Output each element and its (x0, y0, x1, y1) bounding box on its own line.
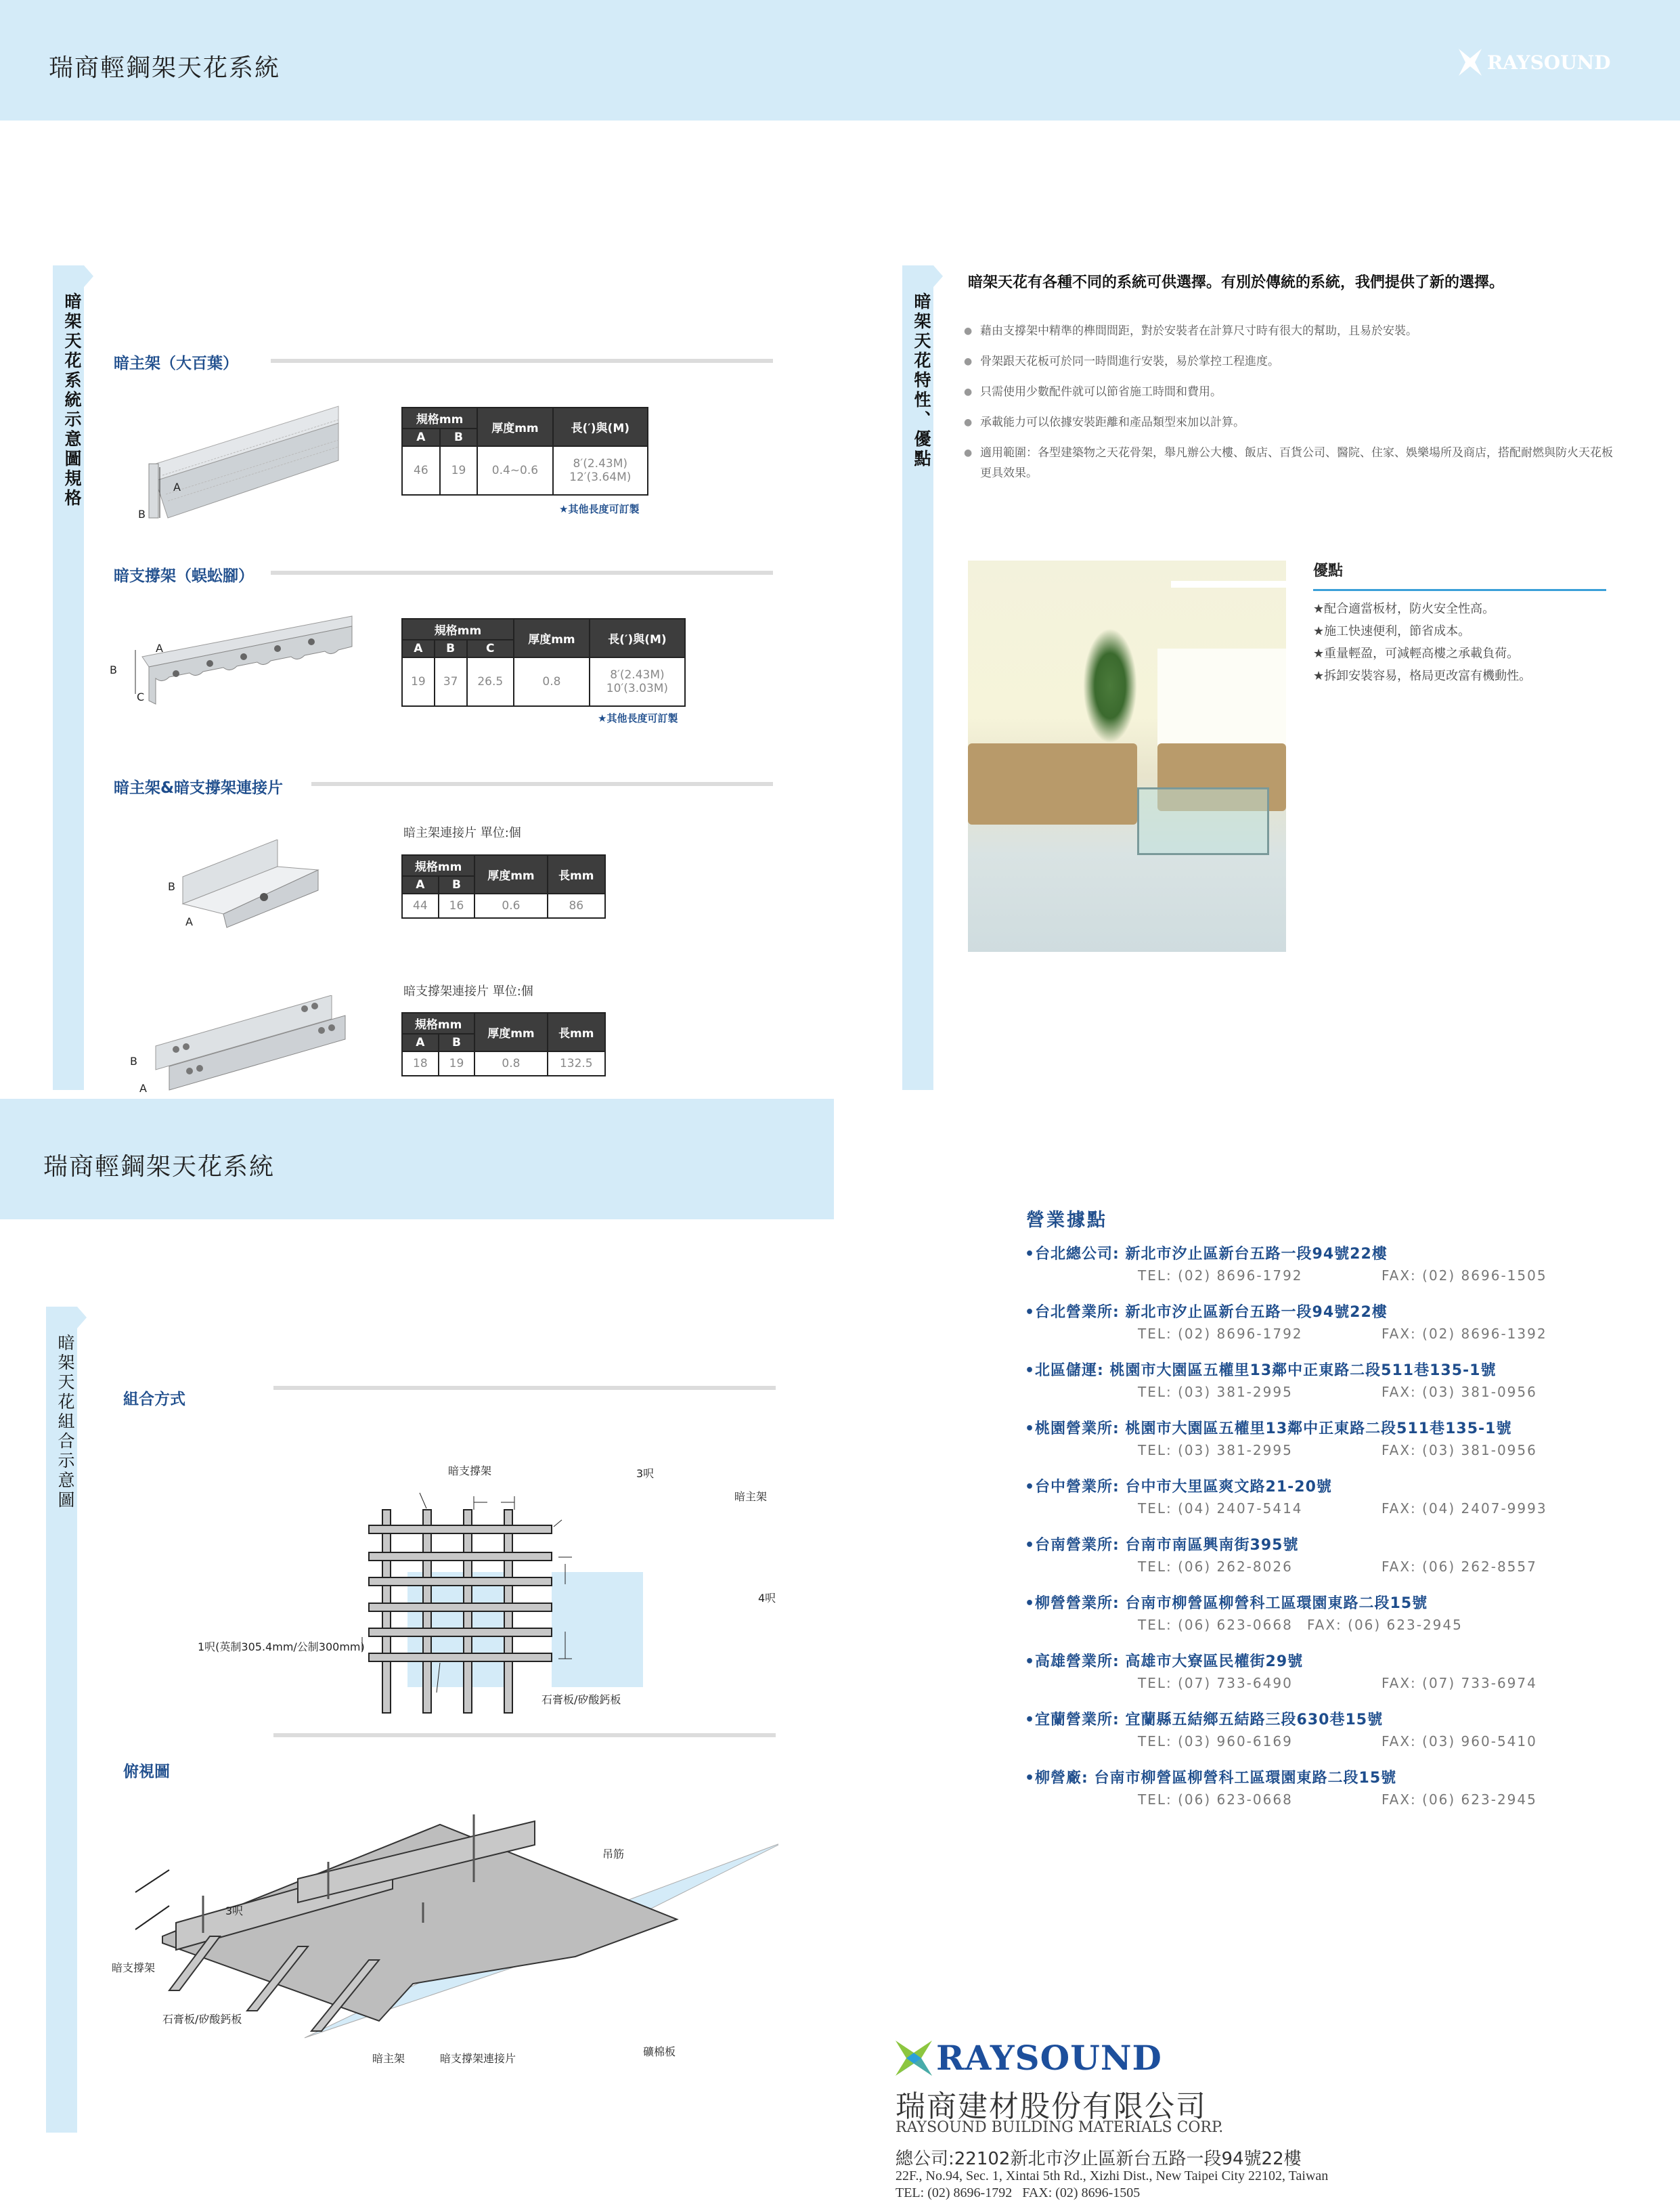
td-b: 19 (439, 1051, 475, 1076)
branch-tel: TEL: (03) 381-2995 (1138, 1384, 1293, 1400)
branch-list (1025, 1242, 1547, 1825)
assembly-side-tab (46, 1307, 77, 2133)
branch-fax: FAX: (07) 733-6974 (1381, 1675, 1537, 1691)
th-spec: 規格mm (402, 1013, 474, 1034)
custom-length-note: ★其他長度可訂製 (598, 712, 678, 724)
section-rule (271, 571, 773, 575)
branch-fax: FAX: (03) 960-5410 (1381, 1733, 1537, 1749)
main-connector-spec-table (401, 854, 606, 919)
branch-item (1025, 1359, 1547, 1417)
company-logo-text: RAYSOUND (936, 2038, 1162, 2078)
td-thickness: 0.6 (474, 894, 547, 918)
branch-fax: FAX: (02) 8696-1505 (1381, 1267, 1547, 1284)
top-view-title: 俯視圖 (123, 1763, 170, 1781)
feature-item: ● 只需使用少數配件就可以節省施工時間和費用。 (964, 382, 1620, 402)
connectors-title: 暗主架&暗支撐架連接片 (114, 779, 284, 797)
td-b: 19 (440, 446, 478, 495)
cross-connector-caption: 暗支撐架連接片 單位:個 (403, 984, 533, 999)
branch-fax: FAX: (02) 8696-1392 (1381, 1326, 1547, 1342)
branch-name: •台北營業所: (1025, 1304, 1120, 1321)
branch-name: •高雄營業所: (1025, 1653, 1120, 1670)
branch-address: 台南市南區興南街395號 (1125, 1537, 1299, 1554)
section-rule (311, 782, 773, 786)
branch-tel: TEL: (06) 262-8026 (1138, 1559, 1293, 1575)
branch-item (1025, 1417, 1547, 1475)
main-connector-caption: 暗主架連接片 單位:個 (403, 826, 521, 840)
section-rule (273, 1733, 776, 1737)
company-logo (896, 2038, 1162, 2078)
branch-fax: FAX: (06) 262-8557 (1381, 1559, 1537, 1575)
sofa-left (968, 743, 1137, 825)
branch-fax: FAX: (03) 381-0956 (1381, 1442, 1537, 1458)
label-connector: 暗支撐架連接片 (440, 2052, 516, 2065)
branch-item (1025, 1708, 1547, 1766)
raysound-x-icon (1459, 49, 1482, 76)
th-b: B (440, 429, 478, 446)
th-thickness: 厚度mm (474, 1013, 547, 1051)
branch-tel: TEL: (02) 8696-1792 (1138, 1326, 1303, 1342)
cross-tee-spec-table (401, 618, 686, 707)
td-a: 46 (402, 446, 440, 495)
assembly-page-title: 瑞商輕鋼架天花系統 (43, 1153, 275, 1181)
branch-name: •宜蘭營業所: (1025, 1712, 1120, 1728)
td-a: 19 (402, 657, 435, 706)
label-mineral-board: 礦棉板 (643, 2045, 676, 2058)
branch-tel: TEL: (07) 733-6490 (1138, 1675, 1293, 1691)
branch-item (1025, 1592, 1547, 1650)
branch-item (1025, 1533, 1547, 1592)
feature-item: ● 適用範圍：各型建築物之天花骨架，舉凡辦公大樓、飯店、百貨公司、醫院、住家、娛樂場所及商店，搭配耐燃與防火天花板更具效果。 (964, 443, 1620, 483)
branch-fax: FAX: (04) 2407-9993 (1381, 1500, 1547, 1517)
wall-panel (1157, 649, 1286, 757)
branch-address: 高雄市大寮區民權街29號 (1125, 1653, 1304, 1670)
advantages-list (1313, 598, 1531, 687)
assembly-grid-diagram (198, 1429, 785, 1726)
brand-name: RAYSOUND (1487, 51, 1611, 74)
interior-photo (968, 561, 1286, 952)
branch-tel: TEL: (02) 8696-1792 (1138, 1267, 1303, 1284)
main-runner-spec-table (401, 407, 648, 496)
branch-name: •柳營廠: (1025, 1770, 1088, 1787)
label-main-runner: 暗主架 (734, 1490, 768, 1503)
th-a: A (402, 1034, 439, 1051)
company-contact: TEL: (02) 8696-1792 FAX: (02) 8696-1505 (896, 2185, 1141, 2200)
th-a: A (402, 429, 440, 446)
company-address-cn: 總公司:22102新北市汐止區新台五路一段94號22樓 (896, 2149, 1302, 2169)
branch-address: 桃園市大園區五權里13鄰中正東路二段511巷135-1號 (1109, 1362, 1497, 1379)
dim-label-a: A (185, 915, 193, 928)
company-address-en: 22F., No.94, Sec. 1, Xintai 5th Rd., Xizhi Dist., New Taipei City 22102, Taiwan (896, 2169, 1329, 2183)
branch-name: •台南營業所: (1025, 1537, 1120, 1554)
td-length (553, 446, 648, 495)
branch-address: 桃園市大園區五權里13鄰中正東路二段511巷135-1號 (1125, 1420, 1512, 1437)
ceiling-light (1171, 581, 1286, 588)
advantage-item: ★配合適當板材，防火安全性高。 (1313, 602, 1495, 616)
plant (1083, 628, 1137, 743)
th-b: B (435, 640, 467, 657)
section-rule (271, 359, 773, 363)
th-length: 長mm (548, 855, 605, 894)
branch-name: •台中營業所: (1025, 1479, 1120, 1496)
advantage-item: ★重量輕盈，可減輕高樓之承載負荷。 (1313, 647, 1520, 661)
dim-label-b: B (130, 1055, 137, 1068)
features-side-tab (902, 265, 933, 1090)
th-length: 長mm (548, 1013, 605, 1051)
label-cross-tee: 暗支撐架 (112, 1961, 156, 1974)
label-board: 石膏板/矽酸鈣板 (541, 1693, 621, 1706)
feature-item: ● 承載能力可以依據安裝距離和產品類型來加以計算。 (964, 412, 1620, 433)
advantages-rule (1313, 589, 1606, 591)
td-thickness: 0.4~0.6 (477, 446, 552, 495)
branch-tel: TEL: (03) 381-2995 (1138, 1442, 1293, 1458)
dim-label-b: B (110, 663, 117, 676)
td-length: 86 (548, 894, 605, 918)
td-b: 37 (435, 657, 467, 706)
spec-side-tab (53, 265, 84, 1090)
branch-address: 新北市汐止區新台五路一段94號22樓 (1125, 1246, 1388, 1263)
branch-item (1025, 1242, 1547, 1301)
custom-length-note: ★其他長度可訂製 (559, 503, 640, 515)
branch-item (1025, 1301, 1547, 1359)
company-name-cn: 瑞商建材股份有限公司 (896, 2089, 1207, 2124)
dim-label-b: B (168, 880, 175, 893)
label-span-3ft: 3呎 (225, 1904, 244, 1917)
label-cross-tee: 暗支撐架 (448, 1464, 492, 1477)
th-a: A (402, 876, 439, 894)
advantage-item: ★拆卸安裝容易，格局更改富有機動性。 (1313, 669, 1532, 683)
length-10ft: 10′(3.03M) (606, 682, 669, 695)
section-rule (273, 1386, 776, 1390)
td-a: 18 (402, 1051, 439, 1076)
th-spec: 規格mm (402, 855, 474, 876)
branch-name: •桃園營業所: (1025, 1420, 1120, 1437)
label-hanger: 吊筋 (602, 1848, 625, 1860)
spec-side-label: 暗架天花系統示意圖規格 (62, 292, 82, 508)
branches-title: 營業據點 (1026, 1210, 1107, 1231)
dim-label-c: C (137, 691, 145, 703)
td-b: 16 (439, 894, 475, 918)
td-length: 132.5 (548, 1051, 605, 1076)
features-side-label: 暗架天花特性、優點 (912, 292, 931, 469)
dim-label-a: A (173, 481, 181, 494)
th-thickness: 厚度mm (477, 408, 552, 446)
assembly-side-label: 暗架天花組合示意圖 (56, 1334, 75, 1510)
branch-name: •台北總公司: (1025, 1246, 1120, 1263)
branch-item (1025, 1766, 1547, 1825)
th-spec: 規格mm (402, 408, 477, 429)
th-b: B (439, 1034, 475, 1051)
th-b: B (439, 876, 475, 894)
th-length: 長(′)與(M) (590, 619, 685, 657)
main-connector-image (162, 840, 325, 934)
td-length (590, 657, 685, 706)
combo-title: 組合方式 (123, 1391, 185, 1408)
length-8ft: 8′(2.43M) (610, 668, 665, 682)
branch-address: 台中市大里區爽文路21-20號 (1125, 1479, 1332, 1496)
td-a: 44 (402, 894, 439, 918)
feature-item: ● 骨架跟天花板可於同一時間進行安裝，易於掌控工程進度。 (964, 351, 1620, 372)
cross-connector-spec-table (401, 1012, 606, 1076)
branch-fax: FAX: (06) 623-2945 (1381, 1791, 1537, 1808)
raysound-x-icon (896, 2041, 932, 2076)
label-span-3ft: 3呎 (636, 1467, 655, 1480)
brand-logo-header (1459, 49, 1611, 76)
advantage-item: ★施工快速便利，節省成本。 (1313, 624, 1471, 638)
branch-name: •北區儲運: (1025, 1362, 1104, 1379)
branch-address: 台南市柳營區柳營科工區環園東路二段15號 (1125, 1595, 1428, 1612)
label-span-4ft: 4呎 (758, 1592, 776, 1605)
features-headline: 暗架天花有各種不同的系統可供選擇。有別於傳統的系統，我們提供了新的選擇。 (968, 274, 1505, 291)
glass-table (1137, 787, 1269, 855)
cross-tee-image (108, 609, 359, 711)
cross-tee-title: 暗支撐架（蜈蚣腳） (114, 567, 254, 585)
cross-connector-image (129, 995, 366, 1097)
branch-tel: TEL: (06) 623-0668 (1138, 1791, 1293, 1808)
th-spec: 規格mm (402, 619, 514, 640)
branch-address: 新北市汐止區新台五路一段94號22樓 (1125, 1304, 1388, 1321)
th-length: 長(′)與(M) (553, 408, 648, 446)
company-name-en: RAYSOUND BUILDING MATERIALS CORP. (896, 2119, 1224, 2136)
branch-fax: FAX: (03) 381-0956 (1381, 1384, 1537, 1400)
page-title: 瑞商輕鋼架天花系統 (49, 54, 281, 82)
main-runner-image (135, 399, 352, 521)
branch-fax: FAX: (06) 623-2945 (1307, 1617, 1463, 1633)
td-thickness: 0.8 (474, 1051, 547, 1076)
label-main-runner: 暗主架 (372, 2052, 405, 2065)
th-thickness: 厚度mm (514, 619, 590, 657)
main-runner-title: 暗主架（大百葉） (114, 355, 238, 372)
label-span-1ft: 1呎(英制305.4mm/公制300mm) (198, 1640, 365, 1653)
length-12ft: 12′(3.64M) (569, 471, 632, 484)
branch-tel: TEL: (04) 2407-5414 (1138, 1500, 1303, 1517)
td-c: 26.5 (467, 657, 514, 706)
td-thickness: 0.8 (514, 657, 590, 706)
features-list (964, 321, 1620, 483)
length-8ft: 8′(2.43M) (573, 457, 628, 471)
branch-tel: TEL: (03) 960-6169 (1138, 1733, 1293, 1749)
th-thickness: 厚度mm (474, 855, 547, 894)
branch-address: 台南市柳營區柳營科工區環園東路二段15號 (1094, 1770, 1397, 1787)
branch-address: 宜蘭縣五結鄉五結路三段630巷15號 (1125, 1712, 1384, 1728)
dim-label-a: A (156, 642, 163, 655)
dim-label-b: B (138, 508, 146, 521)
branch-item (1025, 1650, 1547, 1708)
advantages-title: 優點 (1313, 563, 1344, 580)
label-board: 石膏板/矽酸鈣板 (162, 2013, 242, 2026)
branch-item (1025, 1475, 1547, 1533)
branch-name: •柳營營業所: (1025, 1595, 1120, 1612)
th-c: C (467, 640, 514, 657)
isometric-diagram (102, 1814, 778, 2072)
th-a: A (402, 640, 435, 657)
dim-label-a: A (139, 1082, 147, 1095)
branch-tel: TEL: (06) 623-0668 (1138, 1617, 1293, 1633)
feature-item: ● 藉由支撐架中精準的榫間間距，對於安裝者在計算尺寸時有很大的幫助，且易於安裝。 (964, 321, 1620, 341)
